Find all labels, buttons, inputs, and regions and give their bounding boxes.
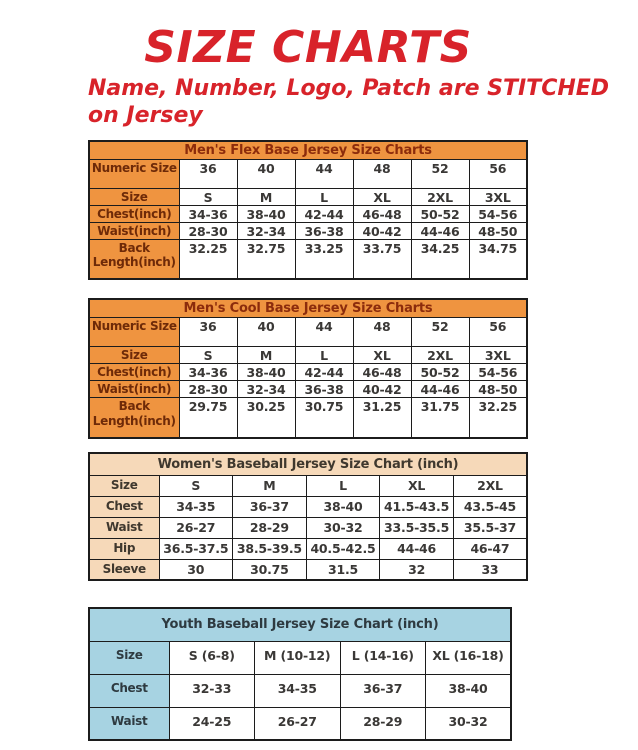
data-cell: 32.25 — [179, 239, 237, 279]
data-cell: 40-42 — [353, 222, 411, 239]
table-row — [89, 381, 527, 398]
data-cell: 26-27 — [255, 707, 341, 740]
mens-flex-base-jersey-section — [88, 140, 638, 281]
row-label-cell: Chest(inch) — [89, 205, 179, 222]
data-cell: 32.25 — [469, 398, 527, 438]
mens-cool-base-jersey-table — [88, 298, 528, 439]
row-label-cell: Sleeve — [89, 559, 159, 580]
table-row — [89, 222, 527, 239]
data-cell: 33.5-35.5 — [380, 517, 454, 538]
subtitle-line-1: Name, Number, Logo, Patch are STITCHED — [88, 76, 610, 101]
data-cell: 28-29 — [233, 517, 307, 538]
table-row — [89, 347, 527, 364]
data-cell: 36 — [179, 318, 237, 347]
data-cell: 32-33 — [169, 674, 255, 707]
data-cell: 38-40 — [306, 496, 380, 517]
data-cell: 34-35 — [159, 496, 233, 517]
data-cell: 32-34 — [237, 381, 295, 398]
data-cell: 42-44 — [295, 205, 353, 222]
data-cell: 46-47 — [453, 538, 527, 559]
data-cell: 41.5-43.5 — [380, 496, 454, 517]
data-cell: 40.5-42.5 — [306, 538, 380, 559]
data-cell: XL — [353, 188, 411, 205]
row-label-cell: Chest — [89, 674, 169, 707]
table-row — [89, 538, 527, 559]
data-cell: S — [159, 475, 233, 496]
data-cell: M — [237, 347, 295, 364]
data-cell: 33.25 — [295, 239, 353, 279]
row-label-cell: Chest(inch) — [89, 364, 179, 381]
row-label-cell: Size — [89, 347, 179, 364]
row-label-cell: Back Length(inch) — [89, 398, 179, 438]
data-cell: 28-30 — [179, 222, 237, 239]
youth-baseball-jersey-table — [88, 607, 512, 741]
row-label-cell: Back Length(inch) — [89, 239, 179, 279]
data-cell: 36 — [179, 159, 237, 188]
table-header-row — [89, 141, 527, 160]
table-row — [89, 475, 527, 496]
table-row — [89, 188, 527, 205]
table-title: Men's Flex Base Jersey Size Charts — [89, 141, 527, 160]
data-cell: 35.5-37 — [453, 517, 527, 538]
data-cell: 30-32 — [426, 707, 512, 740]
data-cell: 2XL — [453, 475, 527, 496]
row-label-cell: Waist(inch) — [89, 222, 179, 239]
data-cell: 26-27 — [159, 517, 233, 538]
data-cell: 50-52 — [411, 364, 469, 381]
table-title: Men's Cool Base Jersey Size Charts — [89, 299, 527, 318]
table-header-row — [89, 608, 511, 641]
row-label-cell: Size — [89, 475, 159, 496]
data-cell: 31.75 — [411, 398, 469, 438]
page-subtitle — [88, 76, 638, 130]
data-cell: 31.5 — [306, 559, 380, 580]
table-header-row — [89, 299, 527, 318]
data-cell: XL — [380, 475, 454, 496]
table-title: Women's Baseball Jersey Size Chart (inch) — [89, 453, 527, 476]
data-cell: 56 — [469, 159, 527, 188]
table-row — [89, 159, 527, 188]
data-cell: 32.75 — [237, 239, 295, 279]
data-cell: 54-56 — [469, 364, 527, 381]
data-cell: 34-36 — [179, 205, 237, 222]
data-cell: 48-50 — [469, 381, 527, 398]
data-cell: L — [306, 475, 380, 496]
womens-baseball-jersey-section — [88, 452, 638, 582]
table-row — [89, 641, 511, 674]
data-cell: 38-40 — [426, 674, 512, 707]
data-cell: 28-30 — [179, 381, 237, 398]
data-cell: XL — [353, 347, 411, 364]
data-cell: M — [237, 188, 295, 205]
data-cell: 38-40 — [237, 364, 295, 381]
data-cell: 43.5-45 — [453, 496, 527, 517]
row-label-cell: Size — [89, 188, 179, 205]
row-label-cell: Numeric Size — [89, 318, 179, 347]
data-cell: 46-48 — [353, 364, 411, 381]
data-cell: 31.25 — [353, 398, 411, 438]
data-cell: S — [179, 188, 237, 205]
table-row — [89, 674, 511, 707]
data-cell: 3XL — [469, 347, 527, 364]
data-cell: S — [179, 347, 237, 364]
data-cell: 44-46 — [411, 381, 469, 398]
table-row — [89, 559, 527, 580]
data-cell: 44-46 — [411, 222, 469, 239]
data-cell: 38-40 — [237, 205, 295, 222]
table-row — [89, 398, 527, 438]
data-cell: 34-36 — [179, 364, 237, 381]
data-cell: 38.5-39.5 — [233, 538, 307, 559]
data-cell: 42-44 — [295, 364, 353, 381]
row-label-cell: Chest — [89, 496, 159, 517]
table-row — [89, 517, 527, 538]
data-cell: 24-25 — [169, 707, 255, 740]
mens-cool-base-jersey-section — [88, 298, 638, 439]
row-label-cell: Waist — [89, 707, 169, 740]
womens-baseball-jersey-table — [88, 452, 528, 582]
data-cell: M (10-12) — [255, 641, 341, 674]
youth-baseball-jersey-section — [88, 607, 638, 741]
data-cell: 34.75 — [469, 239, 527, 279]
data-cell: 44 — [295, 318, 353, 347]
data-cell: 48 — [353, 318, 411, 347]
data-cell: 36-38 — [295, 222, 353, 239]
table-header-row — [89, 453, 527, 476]
data-cell: 36.5-37.5 — [159, 538, 233, 559]
data-cell: M — [233, 475, 307, 496]
data-cell: 44 — [295, 159, 353, 188]
table-row — [89, 496, 527, 517]
data-cell: 30.25 — [237, 398, 295, 438]
data-cell: 52 — [411, 159, 469, 188]
data-cell: 30 — [159, 559, 233, 580]
data-cell: 54-56 — [469, 205, 527, 222]
data-cell: 36-38 — [295, 381, 353, 398]
data-cell: 50-52 — [411, 205, 469, 222]
data-cell: 30-32 — [306, 517, 380, 538]
table-row — [89, 364, 527, 381]
data-cell: 34.25 — [411, 239, 469, 279]
data-cell: S (6-8) — [169, 641, 255, 674]
subtitle-line-2: on Jersey — [88, 102, 203, 128]
table-row — [89, 239, 527, 279]
data-cell: 44-46 — [380, 538, 454, 559]
row-label-cell: Hip — [89, 538, 159, 559]
row-label-cell: Size — [89, 641, 169, 674]
row-label-cell: Waist(inch) — [89, 381, 179, 398]
data-cell: 32 — [380, 559, 454, 580]
data-cell: 56 — [469, 318, 527, 347]
data-cell: 33.75 — [353, 239, 411, 279]
data-cell: 2XL — [411, 347, 469, 364]
data-cell: 28-29 — [340, 707, 426, 740]
data-cell: 29.75 — [179, 398, 237, 438]
table-row — [89, 707, 511, 740]
data-cell: 32-34 — [237, 222, 295, 239]
data-cell: 48-50 — [469, 222, 527, 239]
data-cell: 36-37 — [233, 496, 307, 517]
data-cell: 46-48 — [353, 205, 411, 222]
table-title: Youth Baseball Jersey Size Chart (inch) — [89, 608, 511, 641]
mens-flex-base-jersey-table — [88, 140, 528, 281]
data-cell: 40-42 — [353, 381, 411, 398]
table-row — [89, 205, 527, 222]
row-label-cell: Waist — [89, 517, 159, 538]
row-label-cell: Numeric Size — [89, 159, 179, 188]
data-cell: 2XL — [411, 188, 469, 205]
data-cell: 33 — [453, 559, 527, 580]
data-cell: 30.75 — [233, 559, 307, 580]
data-cell: 48 — [353, 159, 411, 188]
data-cell: L — [295, 188, 353, 205]
data-cell: 36-37 — [340, 674, 426, 707]
data-cell: XL (16-18) — [426, 641, 512, 674]
data-cell: 34-35 — [255, 674, 341, 707]
data-cell: L (14-16) — [340, 641, 426, 674]
page-title: SIZE CHARTS — [144, 22, 472, 73]
data-cell: 40 — [237, 318, 295, 347]
data-cell: 3XL — [469, 188, 527, 205]
data-cell: 30.75 — [295, 398, 353, 438]
data-cell: L — [295, 347, 353, 364]
data-cell: 40 — [237, 159, 295, 188]
table-row — [89, 318, 527, 347]
data-cell: 52 — [411, 318, 469, 347]
